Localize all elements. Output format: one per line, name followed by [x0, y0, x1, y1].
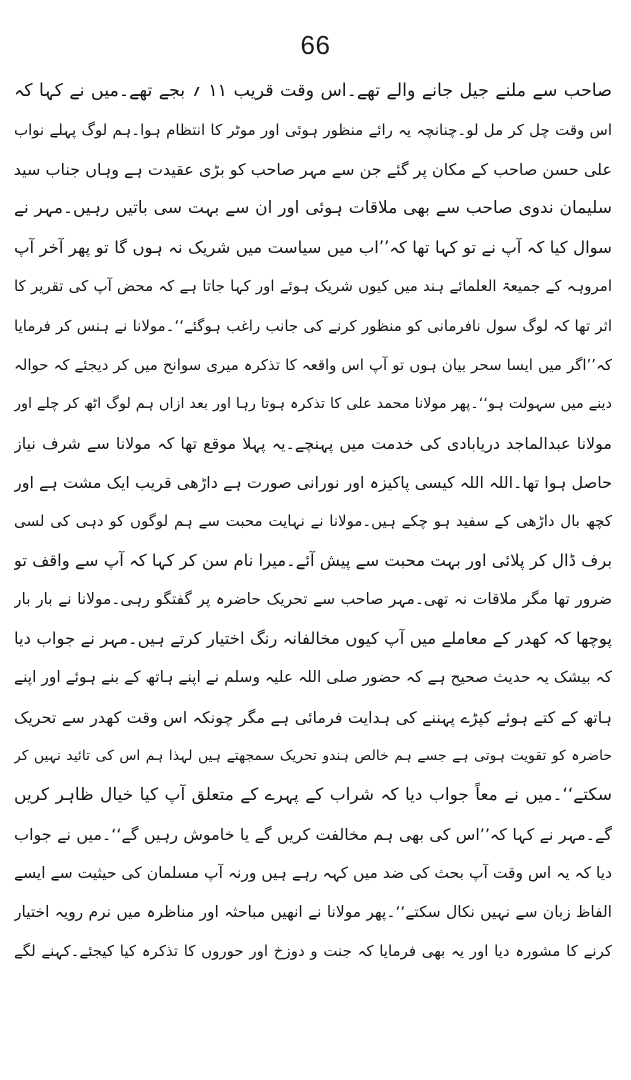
text-line: کہ’’اگر میں ایسا سحر بیان ہوں تو آپ اس واقعہ کا تذکرہ میری سوانح میں کر دیجئے کہ حوالہ	[14, 355, 612, 374]
text-line: الفاظ زبان سے نہیں نکال سکتے‘‘۔پھر مولانا نے انھیں مباحثہ اور مناظرہ میں نرم رویہ اختیار	[14, 902, 612, 921]
text-line: گے۔مہر نے کہا کہ’’اس کی بھی ہم مخالفت کریں گے یا خاموش رہیں گے‘‘۔میں نے جواب	[14, 824, 612, 844]
page-body-text	[14, 72, 612, 971]
text-line: حاصل ہوا تھا۔اللہ اللہ کیسی پاکیزہ اور نورانی صورت ہے داڑھی قریب ایک مشت ہے اور	[14, 472, 612, 492]
text-line: امروہہ کے جمیعۃ العلمائے ہند میں کیوں شریک ہوئے اور کہا جاتا ہے کہ محض آپ کی تقریر کا	[14, 277, 612, 296]
text-line: اثر تھا کہ لوگ سول نافرمانی کو منظور کرنے کی جانب راغب ہوگئے‘‘۔مولانا نے ہنس کر فرمایا	[14, 316, 612, 335]
page-number: 66	[300, 30, 331, 60]
text-line: برف ڈال کر پلائی اور بہت محبت سے پیش آئے۔میرا نام سن کر کہا کہ آپ سے واقف تو	[14, 551, 612, 571]
text-line: سکتے‘‘۔میں نے معاً جواب دیا کہ شراب کے پہرے کے متعلق آپ کیا خیال ظاہر کریں	[14, 784, 612, 805]
text-line: کچھ بال داڑھی کے سفید ہو چکے ہیں۔مولانا نے نہایت محبت سے ہم لوگوں کو دہی کی لسی	[14, 512, 612, 531]
text-line: مولانا عبدالماجد دریابادی کی خدمت میں پہنچے۔یہ پہلا موقع تھا کہ مولانا سے شرف نیاز	[14, 433, 612, 453]
text-line: سلیمان ندوی صاحب سے بھی ملاقات ہوئی اور ان سے بہت سی باتیں رہیں۔مہر نے	[14, 198, 612, 219]
text-line: علی حسن صاحب کے مکان پر گئے جن سے مہر صاحب کو بڑی عقیدت ہے وہاں جناب سید	[14, 160, 612, 180]
text-line: ہاتھ کے کتے ہوئے کپڑے پہننے کی ہدایت فرمائی ہے مگر چونکہ اس وقت کھدر سے تحریک	[14, 707, 612, 727]
text-line: سوال کیا کہ آپ نے تو کہا تھا کہ’’اب میں سیاست میں شریک نہ ہوں گا تو پھر آخر آپ	[14, 238, 612, 258]
text-line: دیا کہ یہ اس وقت آپ بحث کی ضد میں کہہ رہے ہیں ورنہ آپ مسلمان کی حیثیت سے ایسے	[14, 863, 612, 882]
text-line: دینے میں سہولت ہو‘‘۔پھر مولانا محمد علی کا تذکرہ ہوتا رہا اور بعد ازاں ہم لوگ اٹھ کر چلے اور	[14, 395, 612, 412]
text-line: صاحب سے ملنے جیل جانے والے تھے۔اس وقت قریب ۱۱ ؍ بجے تھے۔میں نے کہا کہ	[14, 81, 612, 101]
text-line: ضرور تھا مگر ملاقات نہ تھی۔مہر صاحب سے تحریک حاضرہ پر گفتگو رہی۔مولانا نے بار بار	[14, 590, 612, 609]
text-line: پوچھا کہ کھدر کے معاملے میں آپ کیوں مخالفانہ رنگ اختیار کرتے ہیں۔مہر نے جواب دیا	[14, 629, 612, 649]
text-line: کہ بیشک یہ حدیث صحیح ہے کہ حضور صلی اللہ علیہ وسلم نے اپنے ہاتھ کے بنے ہوئے اور اپنے	[14, 668, 612, 687]
text-line: اس وقت چل کر مل لو۔چنانچہ یہ رائے منظور ہوئی اور موٹر کا انتظام ہوا۔ہم لوگ پہلے نواب	[14, 121, 612, 140]
text-line: حاضرہ کو تقویت ہوتی ہے جسے ہم خالص ہندو تحریک سمجھتے ہیں لہذا ہم اس کی تائید نہیں کر	[14, 747, 612, 764]
text-line: کرنے کا مشورہ دیا اور یہ بھی فرمایا کہ جنت و دوزخ اور حوروں کا تذکرہ کیا کیجئے۔کہنے لگے	[14, 942, 612, 961]
